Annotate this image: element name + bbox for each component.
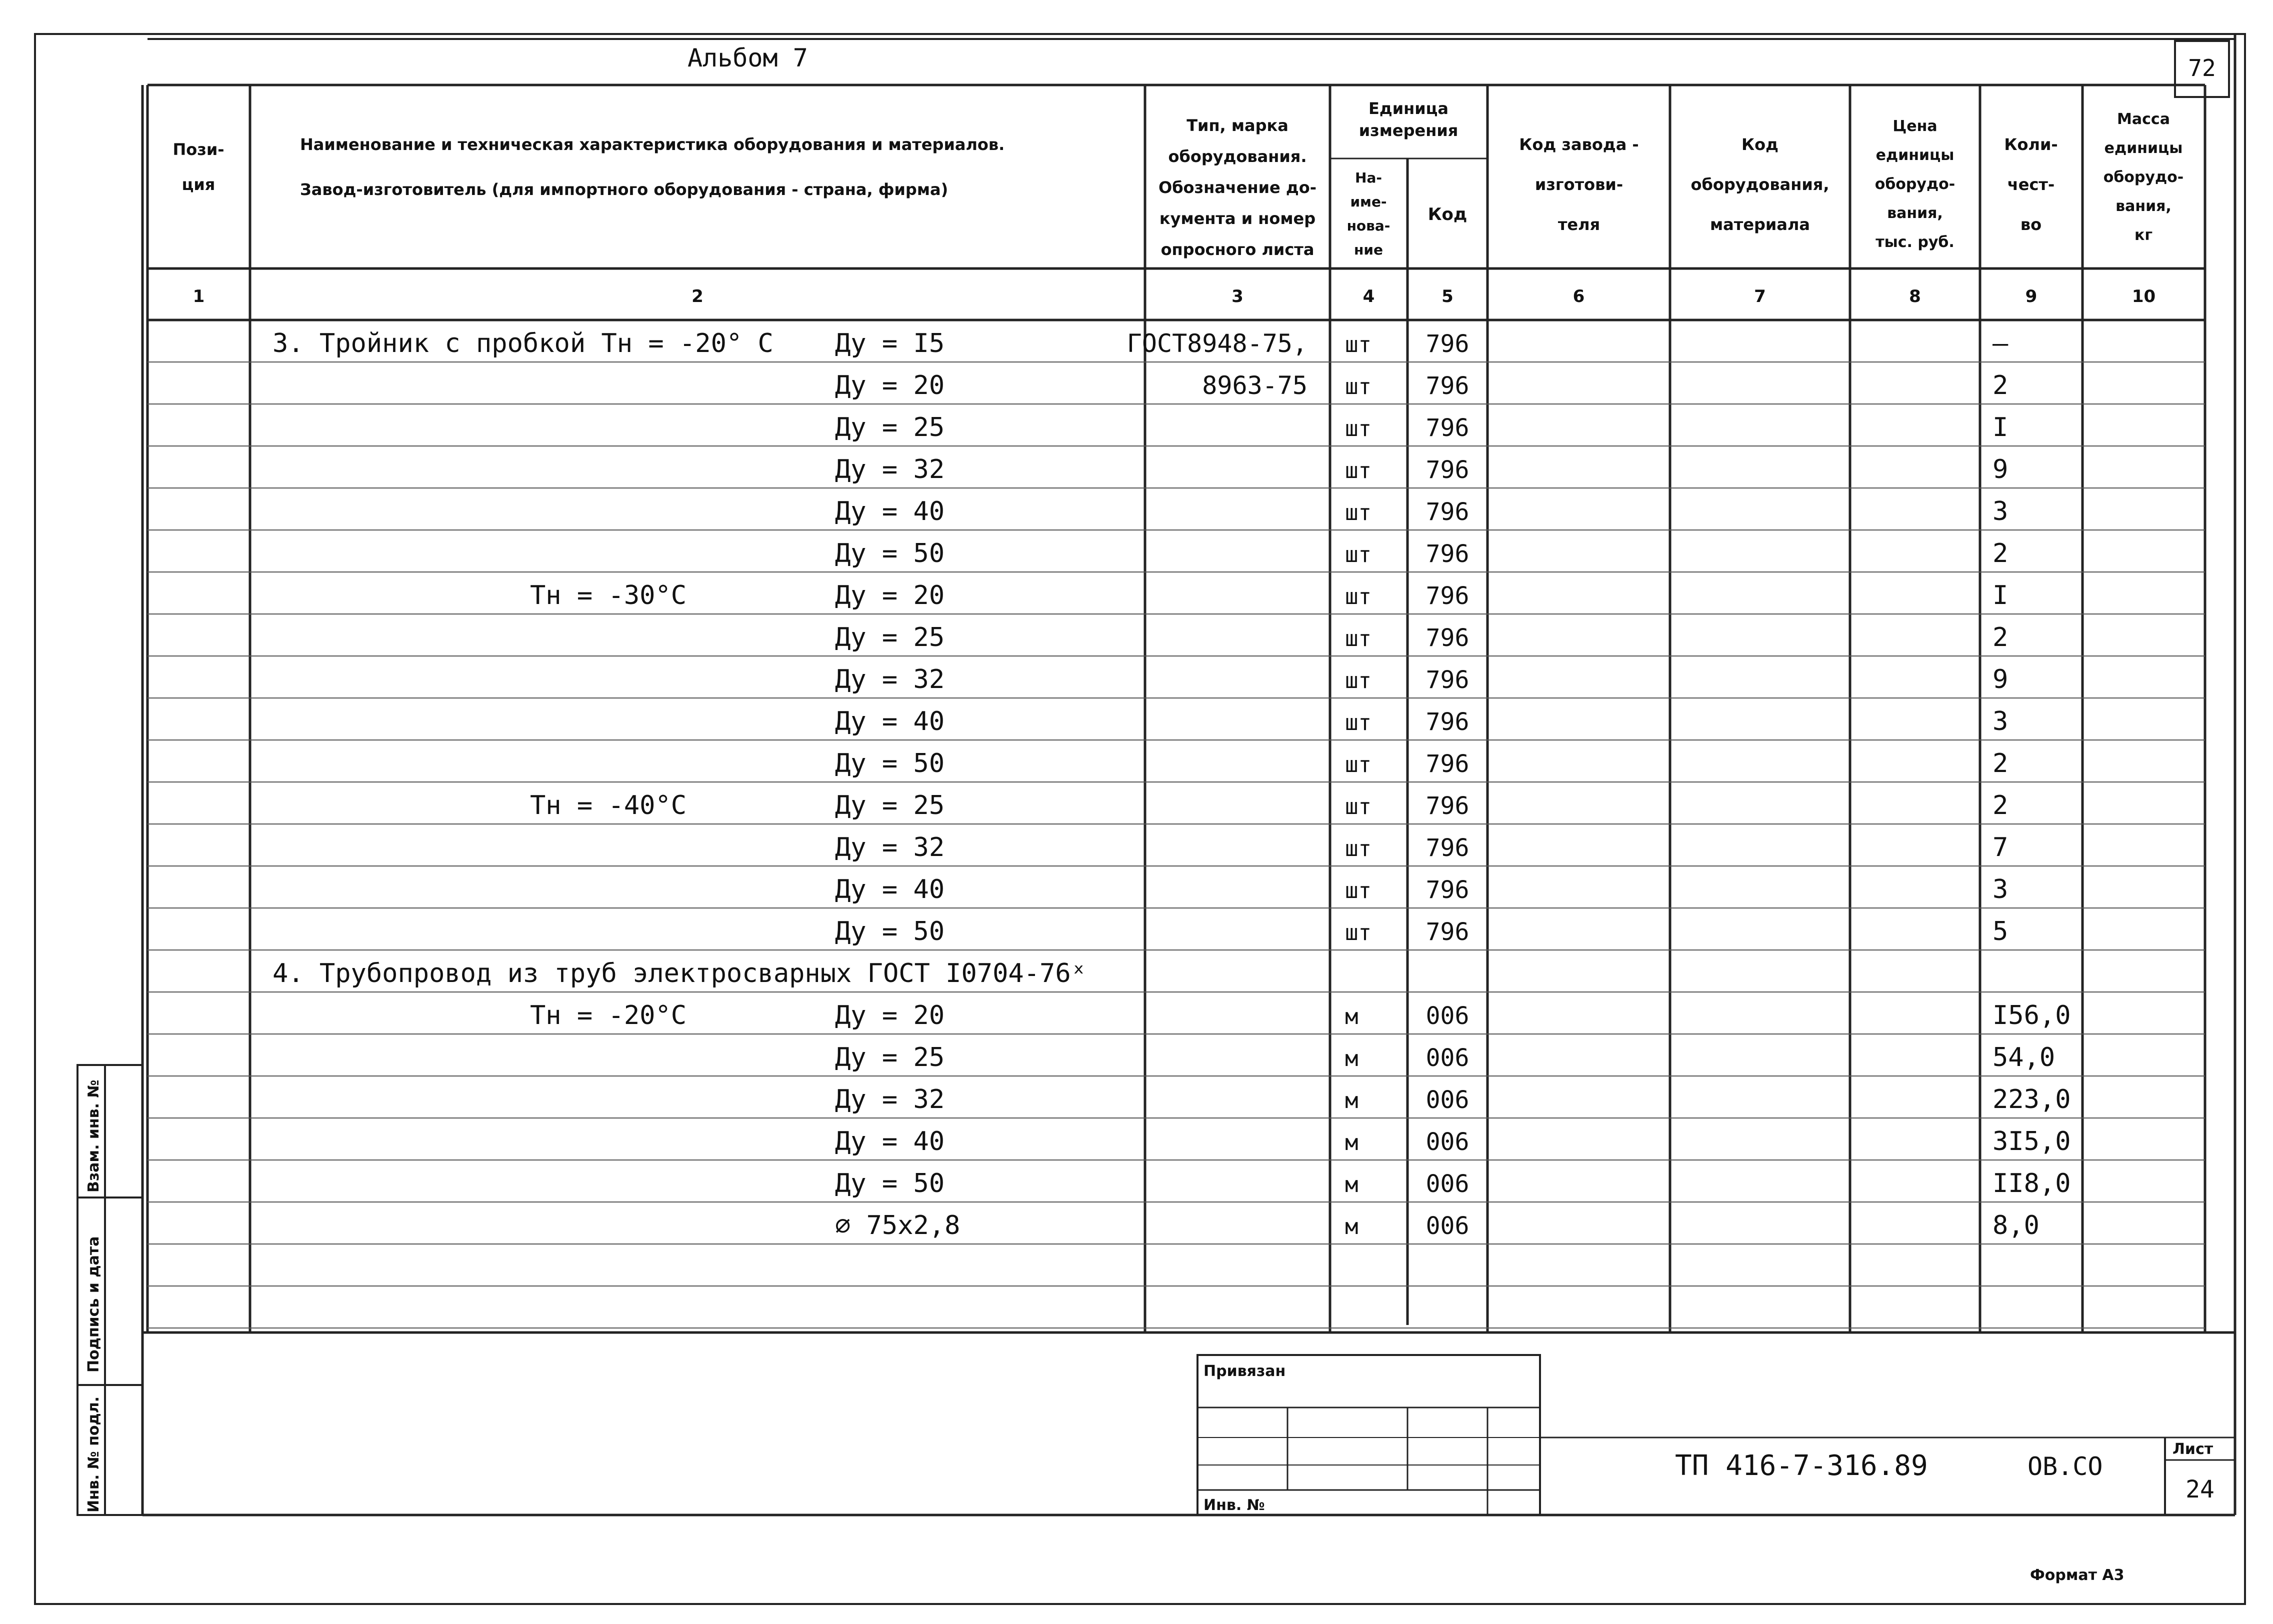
column-number: 5 [1442, 286, 1454, 306]
row-unit: шт [1345, 878, 1372, 904]
row-quantity: 9 [1992, 454, 2008, 484]
column-number: 6 [1572, 286, 1585, 306]
column-number: 2 [692, 286, 704, 306]
header-factory-code-line: изготови- [1534, 175, 1624, 194]
row-nominal-diameter: Ду = 25 [835, 412, 945, 442]
row-nominal-diameter: Ду = 32 [835, 454, 945, 484]
row-unit-code: 006 [1426, 1002, 1470, 1030]
row-nominal-diameter: Ду = 32 [835, 664, 945, 694]
row-nominal-diameter: Ду = 25 [835, 790, 945, 820]
row-unit: шт [1345, 668, 1372, 694]
header-price-line: единицы [1876, 146, 1954, 164]
row-quantity: 223,0 [1992, 1084, 2071, 1114]
row-nominal-diameter: Ду = 32 [835, 1084, 945, 1114]
row-unit: м [1345, 1214, 1358, 1240]
spec-table [148, 85, 2205, 1332]
row-nominal-diameter: Ду = 40 [835, 874, 945, 904]
row-document: 8963-75 [1202, 371, 1308, 400]
album-title: Альбом 7 [688, 44, 808, 72]
header-equipment-code-line: Код [1742, 135, 1778, 154]
row-unit: м [1345, 1088, 1358, 1114]
row-quantity: 2 [1992, 748, 2008, 778]
row-quantity: 7 [1992, 832, 2008, 862]
row-unit-code: 006 [1426, 1170, 1470, 1198]
side-stamp-podpis: Подпись и дата [85, 1236, 102, 1372]
row-unit-code: 796 [1426, 540, 1470, 568]
row-nominal-diameter: Ду = 20 [835, 370, 945, 400]
header-unit-line: измерения [1358, 121, 1458, 140]
row-unit-code: 006 [1426, 1128, 1470, 1156]
row-unit: шт [1345, 416, 1372, 442]
row-nominal-diameter: Ду = 40 [835, 1126, 945, 1156]
row-nominal-diameter: Ду = 40 [835, 496, 945, 526]
header-name-line: Завод-изготовитель (для импортного оборудования - страна, фирма) [300, 180, 948, 199]
row-nominal-diameter: Ду = 32 [835, 832, 945, 862]
header-unit-name-line: На- [1355, 170, 1382, 186]
row-group-title: 3. Тройник с пробкой Тн = -20° С [272, 328, 774, 358]
page-number: 72 [2188, 54, 2216, 82]
format-label: Формат А3 [2030, 1566, 2124, 1584]
column-number: 1 [192, 286, 205, 306]
row-unit-code: 006 [1426, 1086, 1470, 1114]
row-unit: шт [1345, 374, 1372, 400]
header-name-line: Наименование и техническая характеристика оборудования и материалов. [300, 135, 1005, 154]
header-price-line: вания, [1887, 204, 1943, 222]
title-block [142, 1332, 2235, 1515]
row-quantity: 3 [1992, 706, 2008, 736]
row-unit-code: 006 [1426, 1212, 1470, 1240]
row-nominal-diameter: Ду = 25 [835, 1042, 945, 1072]
row-unit-code: 796 [1426, 834, 1470, 862]
header-price-line: оборудо- [1874, 176, 1956, 193]
row-nominal-diameter: Ду = 50 [835, 916, 945, 946]
column-number: 4 [1362, 286, 1375, 306]
row-temperature: Тн = -40°С [530, 790, 687, 820]
row-unit: м [1345, 1130, 1358, 1156]
row-unit: шт [1345, 752, 1372, 778]
stamp-sheet-value: 24 [2186, 1476, 2214, 1504]
row-unit: шт [1345, 584, 1372, 610]
row-unit-code: 796 [1426, 582, 1470, 610]
row-unit: м [1345, 1004, 1358, 1030]
row-unit-code: 796 [1426, 666, 1470, 694]
row-unit-code: 796 [1426, 498, 1470, 526]
header-price-line: тыс. руб. [1876, 234, 1954, 251]
header-mass-line: Масса [2117, 110, 2170, 128]
header-unit-line: Единица [1368, 99, 1448, 118]
row-temperature: Тн = -30°С [530, 580, 687, 610]
row-quantity: 2 [1992, 790, 2008, 820]
row-unit-code: 796 [1426, 372, 1470, 400]
header-type-line: оборудования. [1168, 147, 1307, 166]
row-quantity: I [1992, 412, 2008, 442]
column-number: 9 [2025, 286, 2038, 306]
header-factory-code-line: теля [1558, 215, 1600, 234]
header-type-line: Обозначение до- [1158, 178, 1316, 197]
row-unit-code: 796 [1426, 330, 1470, 358]
row-nominal-diameter: Ду = 25 [835, 622, 945, 652]
row-unit-code: 796 [1426, 876, 1470, 904]
row-unit: шт [1345, 710, 1372, 736]
row-nominal-diameter: Ду = 50 [835, 1168, 945, 1198]
row-unit: шт [1345, 920, 1372, 946]
header-quantity-line: Коли- [2004, 135, 2058, 154]
row-quantity: I56,0 [1992, 1000, 2071, 1030]
row-quantity: 9 [1992, 664, 2008, 694]
header-quantity-line: во [2020, 215, 2042, 234]
header-mass-line: оборудо- [2103, 168, 2184, 186]
row-quantity: I [1992, 580, 2008, 610]
side-stamp-inv-podl: Инв. № подл. [85, 1396, 102, 1512]
row-unit-code: 796 [1426, 918, 1470, 946]
header-equipment-code-line: материала [1710, 215, 1810, 234]
row-nominal-diameter: Ду = 20 [835, 580, 945, 610]
row-unit: шт [1345, 626, 1372, 652]
row-unit: шт [1345, 542, 1372, 568]
row-nominal-diameter: Ду = 40 [835, 706, 945, 736]
row-unit-code: 006 [1426, 1044, 1470, 1072]
row-group-title: 4. Трубопровод из труб электросварных ГОСТ I0704-76ˣ [272, 958, 1086, 988]
header-equipment-code-line: оборудования, [1690, 175, 1830, 194]
row-unit: шт [1345, 500, 1372, 526]
row-quantity: 2 [1992, 370, 2008, 400]
header-unit-name-line: име- [1350, 194, 1387, 210]
column-number: 10 [2132, 286, 2156, 306]
row-quantity: 54,0 [1992, 1042, 2056, 1072]
header-type-line: Тип, марка [1186, 116, 1288, 135]
header-price-line: Цена [1892, 118, 1938, 135]
stamp-code: ОВ.СО [2028, 1452, 2103, 1481]
row-quantity: – [1992, 328, 2008, 358]
header-unit-name-line: ние [1354, 242, 1383, 258]
header-unit-name-line: нова- [1346, 218, 1390, 234]
header-position-line: ция [182, 175, 216, 194]
header-quantity-line: чест- [2007, 175, 2055, 194]
header-position-line: Пози- [172, 140, 224, 159]
row-unit: шт [1345, 794, 1372, 820]
row-unit: шт [1345, 458, 1372, 484]
header-type-line: опросного листа [1160, 240, 1314, 259]
row-unit-code: 796 [1426, 624, 1470, 652]
row-quantity: 3 [1992, 496, 2008, 526]
row-nominal-diameter: Ду = 50 [835, 748, 945, 778]
row-quantity: 8,0 [1992, 1210, 2040, 1240]
stamp-inv-no: Инв. № [1204, 1496, 1265, 1514]
row-quantity: 3I5,0 [1992, 1126, 2071, 1156]
header-mass-line: вания, [2116, 198, 2172, 215]
header-unit-code-line: Код [1428, 204, 1468, 224]
row-unit: м [1345, 1046, 1358, 1072]
row-unit-code: 796 [1426, 708, 1470, 736]
row-quantity: 2 [1992, 622, 2008, 652]
row-unit: м [1345, 1172, 1358, 1198]
header-mass-line: единицы [2104, 140, 2183, 157]
row-quantity: II8,0 [1992, 1168, 2071, 1198]
row-unit-code: 796 [1426, 456, 1470, 484]
row-nominal-diameter: Ду = 50 [835, 538, 945, 568]
row-quantity: 3 [1992, 874, 2008, 904]
row-nominal-diameter: Ду = 20 [835, 1000, 945, 1030]
row-unit-code: 796 [1426, 750, 1470, 778]
row-quantity: 2 [1992, 538, 2008, 568]
column-number: 3 [1232, 286, 1244, 306]
column-number: 8 [1909, 286, 1921, 306]
side-stamp-vzam: Взам. инв. № [85, 1080, 102, 1192]
row-unit-code: 796 [1426, 414, 1470, 442]
stamp-privyazan: Привязан [1204, 1362, 1286, 1380]
row-nominal-diameter: ⌀ 75х2,8 [835, 1210, 960, 1240]
row-quantity: 5 [1992, 916, 2008, 946]
row-unit: шт [1345, 836, 1372, 862]
header-factory-code-line: Код завода - [1519, 135, 1639, 154]
row-temperature: Тн = -20°С [530, 1000, 687, 1030]
row-document: ГОСТ8948-75, [1126, 329, 1308, 358]
stamp-sheet-label: Лист [2172, 1440, 2214, 1458]
row-unit-code: 796 [1426, 792, 1470, 820]
row-unit: шт [1345, 332, 1372, 358]
header-mass-line: кг [2134, 226, 2153, 244]
row-nominal-diameter: Ду = I5 [835, 328, 945, 358]
stamp-designation: ТП 416-7-316.89 [1675, 1450, 1928, 1482]
column-number: 7 [1754, 286, 1766, 306]
header-type-line: кумента и номер [1159, 209, 1316, 228]
